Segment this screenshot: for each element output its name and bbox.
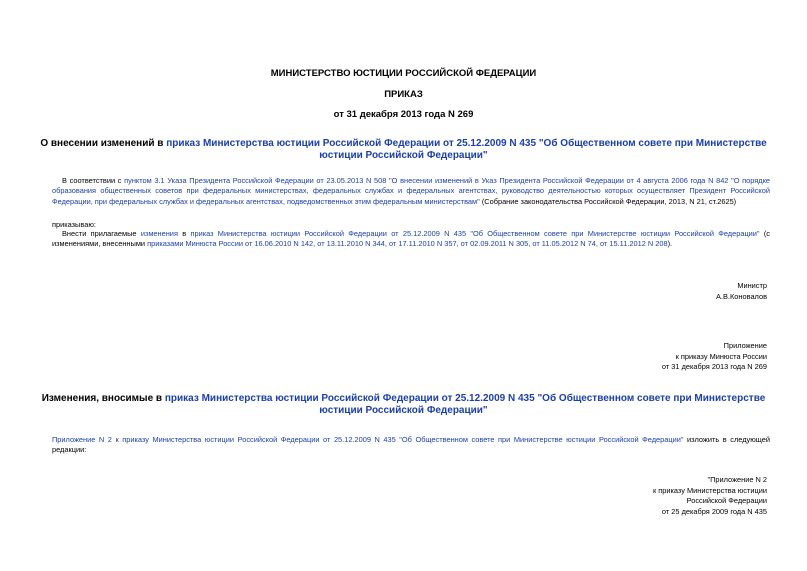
changes-title — [40, 393, 767, 417]
order-text-4: ). — [667, 239, 673, 249]
appendix2-line-3: Российской Федерации — [686, 496, 767, 505]
order-link-prikaz[interactable]: приказ Министерства юстиции Российской Федерации от 25.12.2009 N 435 "Об Общественном совете при Министерстве юстиции Российской Федерации" — [190, 229, 760, 238]
signature-name: А.В.Коновалов — [716, 291, 767, 301]
doc-title-prefix: О внесении изменений в — [40, 138, 167, 149]
doc-title-link[interactable]: приказ Министерства юстиции Российской Федерации от 25.12.2009 N 435 "Об Общественном совете при Министерстве юстиции Российской Федерации" — [166, 138, 767, 161]
order-word: приказываю: — [52, 220, 96, 229]
doc-title — [40, 138, 767, 162]
ministry-name: МИНИСТЕРСТВО ЮСТИЦИИ РОССИЙСКОЙ ФЕДЕРАЦИИ — [270, 68, 537, 79]
order-text-1: Внести прилагаемые — [62, 229, 141, 238]
appendix2-line-1: "Приложение N 2 — [707, 475, 767, 484]
appendix-line-3: от 31 декабря 2013 года N 269 — [661, 362, 767, 371]
signature-block — [716, 281, 767, 302]
appendix-line-2: к приказу Минюста России — [675, 351, 767, 361]
appendix2-line-2: к приказу Министерства юстиции — [652, 485, 767, 495]
preamble-text-1: В соответствии с — [62, 176, 125, 185]
order-link-changes[interactable]: изменения — [140, 229, 178, 238]
order-text-2: в — [177, 229, 191, 238]
doc-type: ПРИКАЗ — [384, 89, 423, 100]
order-link-amendments[interactable]: приказами Минюста России от 16.06.2010 N 142, от 13.11.2010 N 344, от 17.11.2010 N 357, от 02.09.2011 N 305, от 11.05.2012 N 74, от 15.11.2012 N 208 — [147, 239, 668, 249]
signature-position: Министр — [737, 281, 767, 290]
changes-title-link[interactable]: приказ Министерства юстиции Российской Федерации от 25.12.2009 N 435 "Об Общественном совете при Министерстве юстиции Российской Федерации" — [164, 393, 766, 416]
order-paragraph — [52, 229, 770, 250]
preamble-paragraph — [52, 176, 770, 207]
appendix2-header — [653, 475, 767, 517]
changes-title-prefix: Изменения, вносимые в — [41, 393, 165, 404]
order-text-3: (с изменениями, внесенными — [52, 229, 771, 249]
preamble-link-decree[interactable]: пунктом 3.1 Указа Президента Российской Федерации от 23.05.2013 N 508 "О внесении изменений в Указ Президента Российской Федерации от 4 августа 2006 года N 842 "О порядке образования общественных советов при федеральных министерствах, федеральных службах и федеральных агентствах, руководство деятельностью которых осуществляет Президент Российской Федерации, при федеральных службах и федеральных агентствах, подведомственных этим федеральным министерствам" — [52, 176, 770, 206]
preamble-text-2: (Собрание законодательства Российской Федерации, 2013, N 21, ст.2625) — [479, 196, 737, 206]
change-text-rest: изложить в следующей редакции: — [52, 435, 771, 455]
appendix-line-1: Приложение — [723, 341, 767, 350]
change-link-appendix[interactable]: Приложение N 2 к приказу Министерства юстиции Российской Федерации от 25.12.2009 N 435 "Об Общественном совете при Министерстве юстиции Российской Федерации" — [52, 435, 684, 444]
change-paragraph — [52, 435, 770, 456]
doc-date-number: от 31 декабря 2013 года N 269 — [333, 109, 474, 120]
appendix-header — [662, 341, 767, 373]
appendix2-line-4: от 25 декабря 2009 года N 435 — [661, 506, 767, 516]
